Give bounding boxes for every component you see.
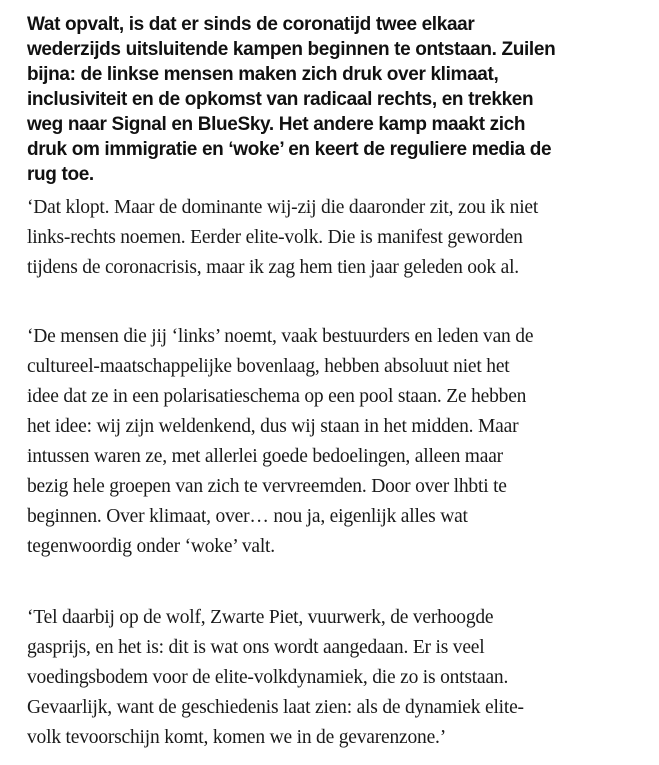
interview-question [27,12,555,187]
paragraph-line: volk tevoorschijn komt, komen we in de gevarenzone.’ [27,727,447,748]
paragraph-line: idee dat ze in een polarisatieschema op een pool staan. Ze hebben [27,386,527,407]
question-line: Wat opvalt, is dat er sinds de coronatijd twee elkaar [27,14,475,35]
paragraph-line: ‘De mensen die jij ‘links’ noemt, vaak bestuurders en leden van de [27,326,534,347]
paragraph-line: beginnen. Over klimaat, over… nou ja, eigenlijk alles wat [27,506,468,527]
paragraph-line: gasprijs, en het is: dit is wat ons wordt aangedaan. Er is veel [27,637,485,658]
paragraph-line: intussen waren ze, met allerlei goede bedoelingen, alleen maar [27,446,503,467]
paragraph-line: tijdens de coronacrisis, maar ik zag hem tien jaar geleden ook al. [27,257,519,278]
paragraph-line: ‘Tel daarbij op de wolf, Zwarte Piet, vuurwerk, de verhoogde [27,607,494,628]
answer-paragraph-2 [27,322,533,562]
paragraph-line: voedingsbodem voor de elite-volkdynamiek, die zo is ontstaan. [27,667,509,688]
question-line: druk om immigratie en ‘woke’ en keert de reguliere media de [27,139,552,160]
paragraph-line: links-rechts noemen. Eerder elite-volk. Die is manifest geworden [27,227,523,248]
paragraph-line: het idee: wij zijn weldenkend, dus wij staan in het midden. Maar [27,416,519,437]
paragraph-line: tegenwoordig onder ‘woke’ valt. [27,536,275,557]
paragraph-line: bezig hele groepen van zich te vervreemden. Door over lhbti te [27,476,507,497]
answer-paragraph-3 [27,603,524,753]
question-line: weg naar Signal en BlueSky. Het andere kamp maakt zich [27,114,526,135]
paragraph-line: cultureel-maatschappelijke bovenlaag, hebben absoluut niet het [27,356,510,377]
paragraph-line: Gevaarlijk, want de geschiedenis laat zien: als de dynamiek elite- [27,697,524,718]
paragraph-line: ‘Dat klopt. Maar de dominante wij-zij die daaronder zit, zou ik niet [27,197,539,218]
question-line: rug toe. [27,164,94,185]
question-line: bijna: de linkse mensen maken zich druk over klimaat, [27,64,499,85]
question-line: inclusiviteit en de opkomst van radicaal rechts, en trekken [27,89,534,110]
question-line: wederzijds uitsluitende kampen beginnen te ontstaan. Zuilen [27,39,556,60]
answer-paragraph-1 [27,193,538,283]
